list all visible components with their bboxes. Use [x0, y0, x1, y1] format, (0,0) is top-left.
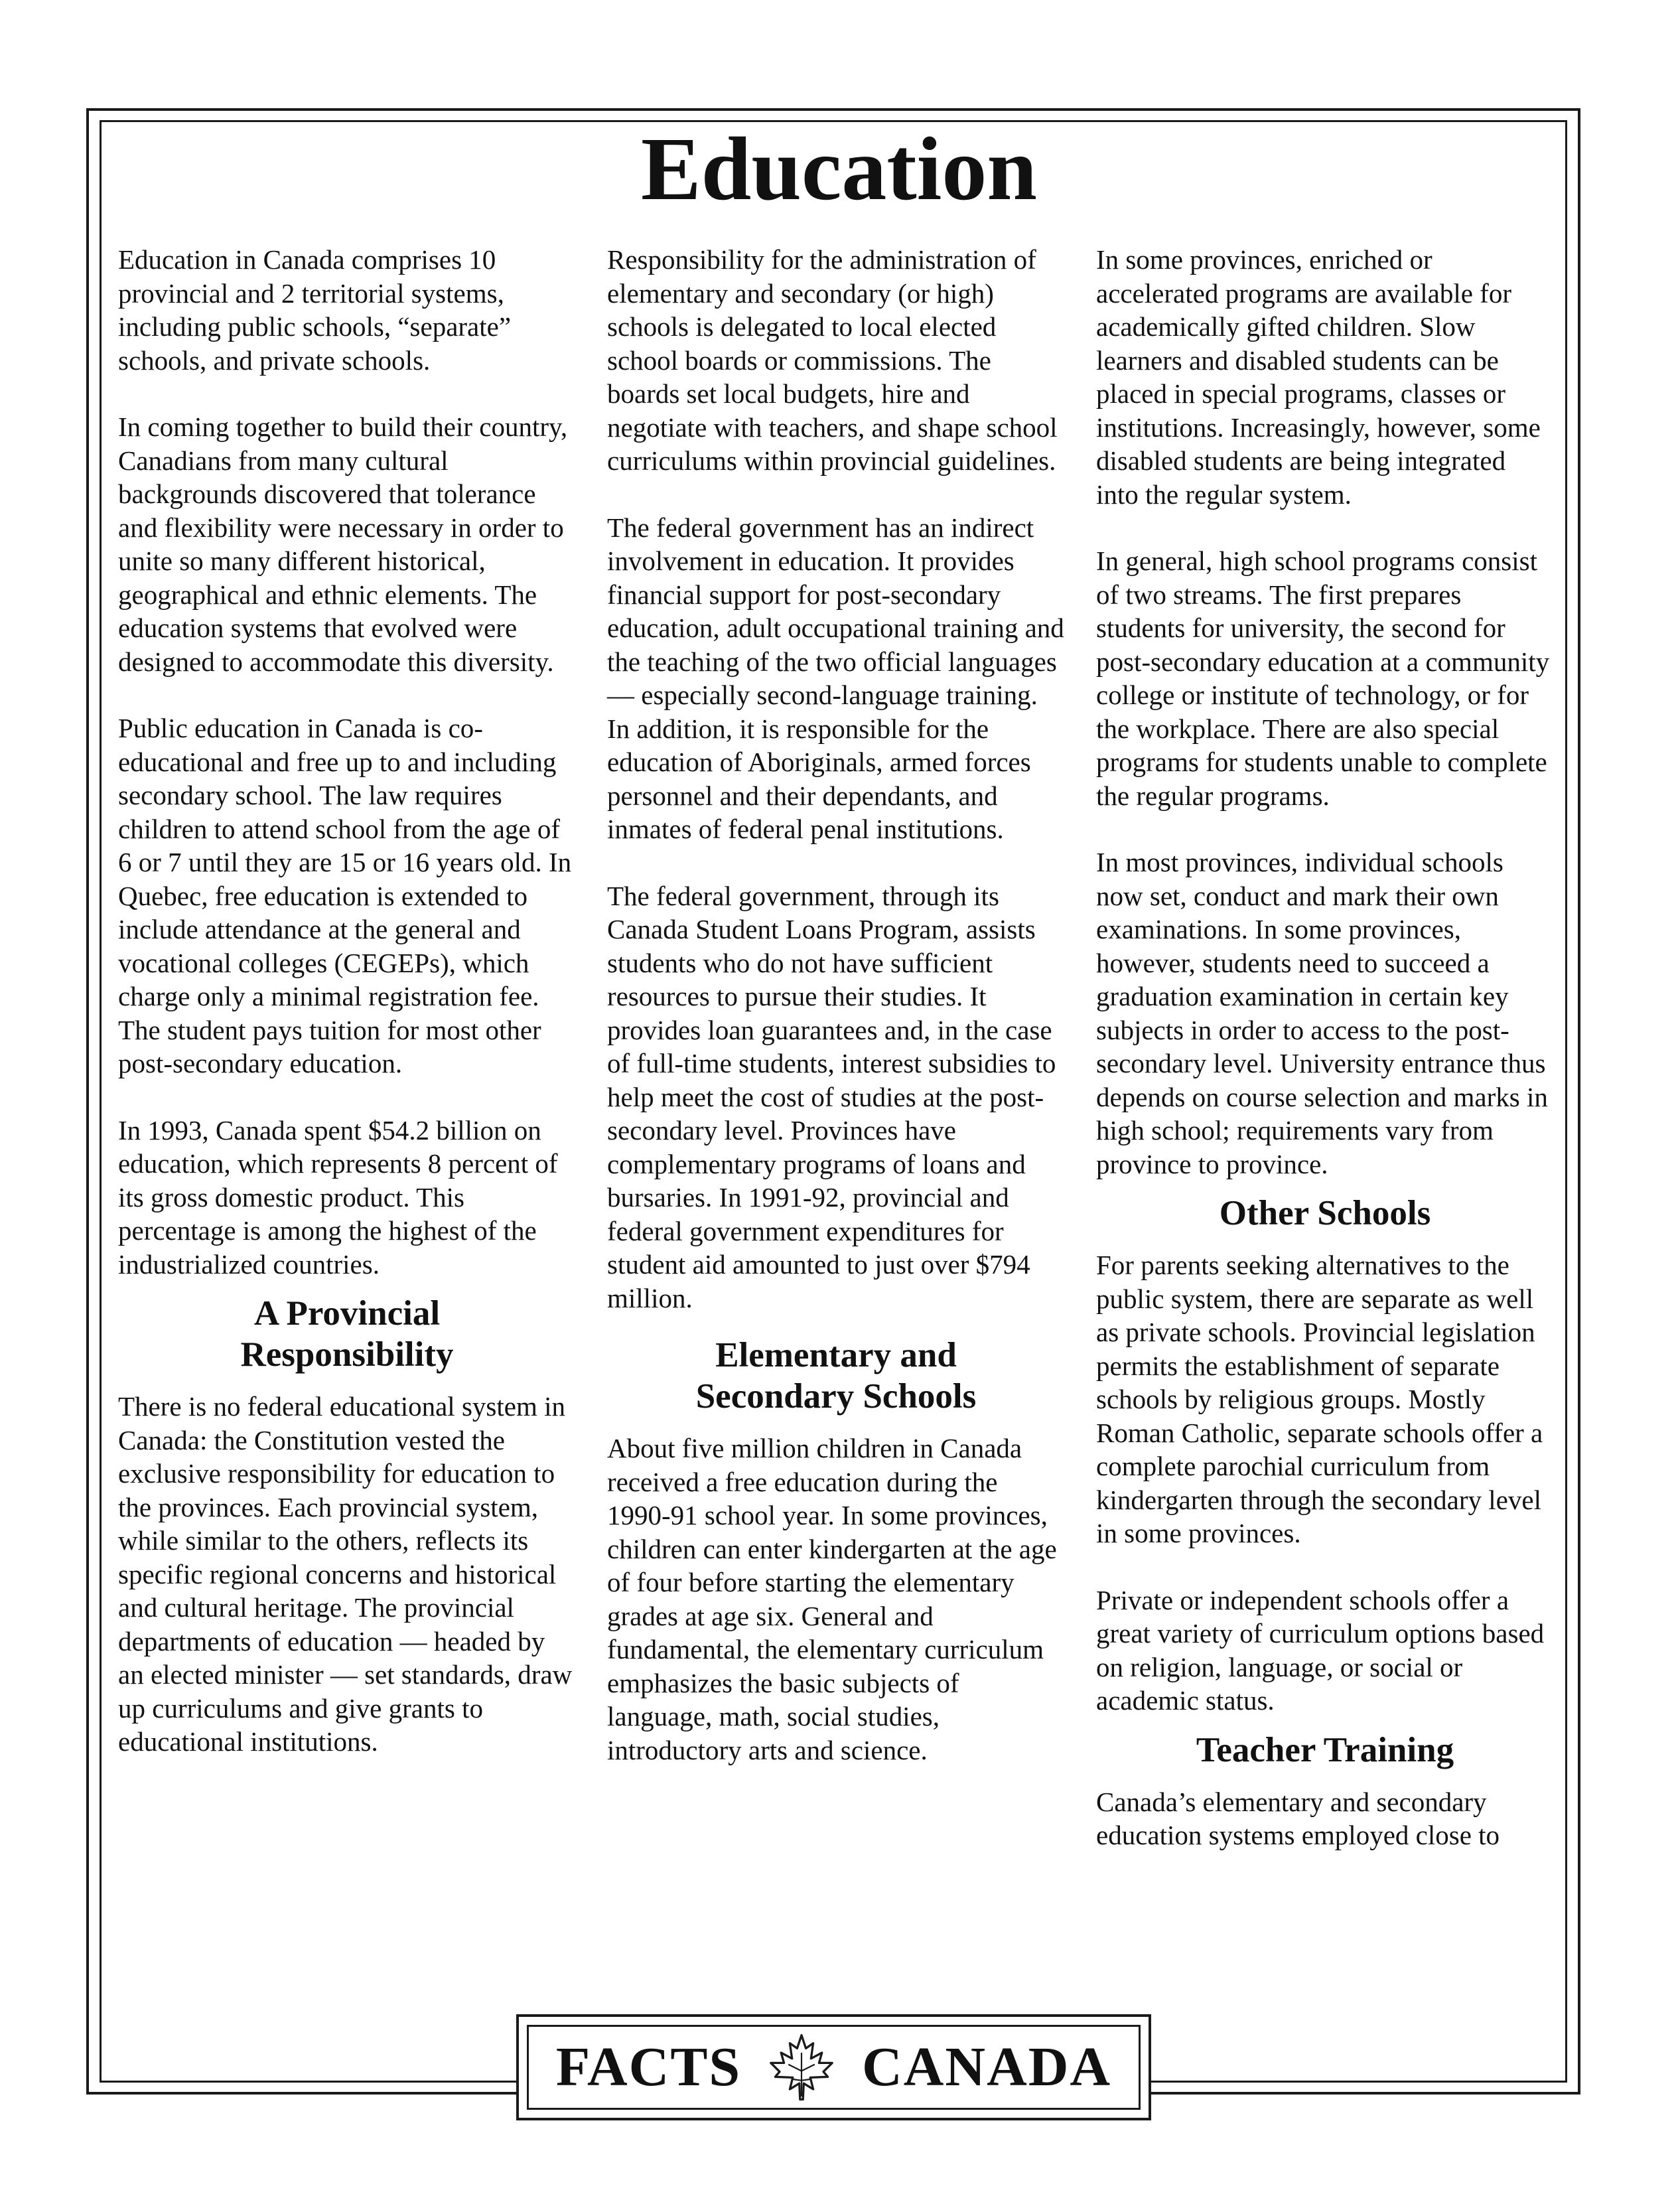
paragraph: In general, high school programs consist of two streams. The first prepares students for university, the second for post-secondary education at a community college or institute of technology, or for the workplace. There are also special programs for students unable to complete the regular programs.: [1096, 546, 1550, 811]
paragraph: The federal government, through its Canada Student Loans Program, assists students who do not have sufficient resources to pursue their studies. It provides loan guarantees and, in the case of full-time students, interest subsidies to help meet the cost of studies at the post-secondary level. Provinces have complementary programs of loans and bursaries. In 1991-92, provincial and federal government expenditures for student aid amounted to just over $794 million.: [607, 880, 1056, 1313]
page-title: Education: [640, 119, 1038, 219]
paragraph: About five million children in Canada received a free education during the 1990-91 school year. In some provinces, children can enter kindergarten at the age of four before starting the elementary grades at age six. General and fundamental, the elementary curriculum emphasizes the basic subjects of language, math, social studies, introductory arts and science.: [607, 1433, 1057, 1765]
paragraph: The federal government has an indirect involvement in education. It provides financial support for post-secondary education, adult occupational training and the teaching of the two official languages — especially second-language training. In addition, it is responsible for the education of Aboriginals, armed forces personnel and their dependants, and inmates of federal penal institutions.: [607, 512, 1064, 844]
paragraph: Public education in Canada is co-educational and free up to and including secondary school. The law requires children to attend school from the age of 6 or 7 until they are 15 or 16 years old. In Quebec, free education is extended to include attendance at the general and vocational colleges (CEGEPs), which charge only a minimal registration fee. The student pays tuition for most other post-secondary education.: [118, 713, 572, 1078]
section-heading-provincial-responsibility: A Provincial Responsibility: [240, 1294, 454, 1374]
column-1: [118, 243, 576, 1792]
logo-inner-border: [527, 2025, 1141, 2110]
paragraph: There is no federal educational system in Canada: the Constitution vested the exclusive responsibility for education to the provinces. Each provincial system, while similar to the others, reflects its specific regional concerns and historical and cultural heritage. The provincial departments of education — headed by an elected minister — set standards, draw up curriculums and give grants to educational institutions.: [118, 1391, 573, 1757]
paragraph: In 1993, Canada spent $54.2 billion on education, which represents 8 percent of its gross domestic product. This percentage is among the highest of the industrialized countries.: [118, 1114, 558, 1280]
paragraph: For parents seeking alternatives to the public system, there are separate as well as private schools. Provincial legislation permits the establishment of separate schools by religious groups. Mostly Roman Catholic, separate schools offer a complete parochial curriculum from kindergarten through the secondary level in some provinces.: [1096, 1250, 1543, 1548]
paragraph: In most provinces, individual schools now set, conduct and mark their own examinations. In some provinces, however, students need to succeed a graduation examination in certain key subjects in order to access to the post-secondary level. University entrance thus depends on course selection and marks in high school; requirements vary from province to province.: [1096, 847, 1548, 1179]
section-heading-elementary-secondary: Elementary and Secondary Schools: [695, 1336, 977, 1416]
logo-word-canada: CANADA: [862, 2036, 1112, 2098]
paragraph: Private or independent schools offer a great variety of curriculum options based on religion, language, or social or academic status.: [1096, 1584, 1545, 1716]
paragraph: Canada’s elementary and secondary education systems employed close to: [1096, 1786, 1500, 1850]
paragraph: Responsibility for the administration of elementary and secondary (or high) schools is delegated to local elected school boards or commissions. The boards set local budgets, hire and negotiate with teachers, and shape school curriculums within provincial guidelines.: [607, 244, 1058, 476]
section-heading-teacher-training: Teacher Training: [1196, 1730, 1454, 1769]
section-heading-other-schools: Other Schools: [1219, 1194, 1431, 1232]
column-2: [607, 243, 1065, 1800]
maple-leaf-icon: [765, 2031, 838, 2104]
facts-canada-logo: [516, 2014, 1151, 2120]
logo-word-facts: FACTS: [555, 2036, 742, 2098]
paragraph: Education in Canada comprises 10 provincial and 2 territorial systems, including public schools, “separate” schools, and private schools.: [118, 244, 512, 376]
paragraph: In some provinces, enriched or accelerated programs are available for academically gifted children. Slow learners and disabled students can be placed in special programs, classes or institutions. Increasingly, however, some disabled students are being integrated into the regular system.: [1096, 244, 1541, 510]
paragraph: In coming together to build their country, Canadians from many cultural backgrounds discovered that tolerance and flexibility were necessary in order to unite so many different historical, geographical and ethnic elements. The education systems that evolved were designed to accommodate this diversity.: [118, 411, 568, 677]
column-3: [1096, 243, 1554, 1885]
